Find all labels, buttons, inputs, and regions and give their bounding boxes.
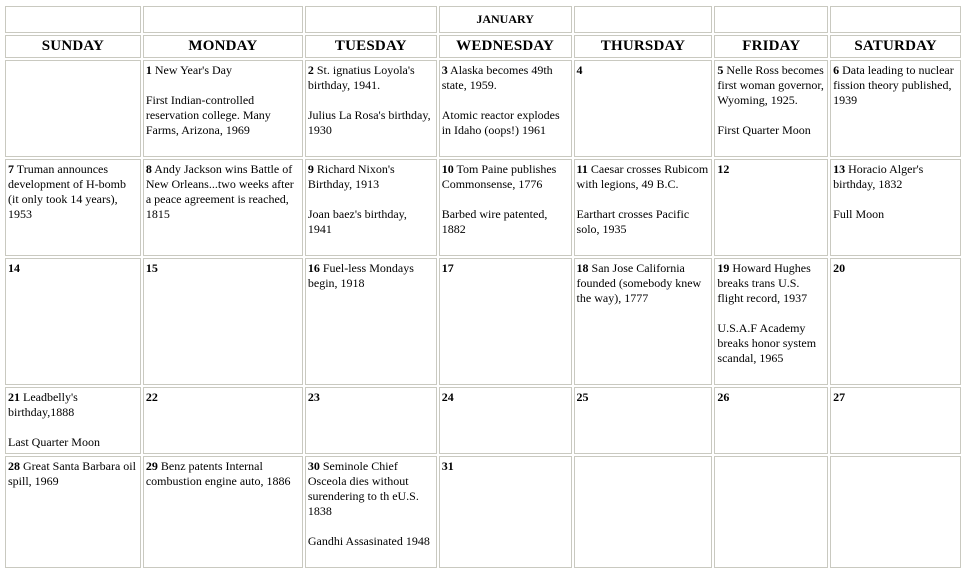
day-content (833, 390, 958, 405)
event-text: Richard Nixon's Birthday, 1913 (307, 162, 395, 191)
day-number: 14 (8, 261, 20, 275)
day-number: 9 (307, 162, 314, 176)
event-text: St. ignatius Loyola's birthday, 1941. (307, 63, 415, 92)
day-number: 27 (833, 390, 846, 404)
day-content (308, 459, 434, 549)
day-cell (574, 258, 713, 385)
day-cell (574, 456, 713, 568)
calendar-table (3, 4, 963, 570)
day-content (717, 261, 825, 366)
event-text: Full Moon (833, 207, 885, 221)
day-content (717, 390, 825, 405)
day-content (8, 459, 138, 489)
week-row (5, 258, 961, 385)
day-cell (830, 258, 961, 385)
day-number: 25 (576, 390, 589, 404)
day-number: 15 (145, 261, 158, 275)
event-text: Caesar crosses Rubicom with legions, 49 B.C. (576, 162, 709, 191)
day-cell (5, 60, 141, 157)
day-content (717, 63, 825, 138)
weekday-tuesday: TUESDAY (305, 35, 437, 58)
title-cell-empty (714, 6, 828, 33)
day-number: 22 (145, 390, 158, 404)
day-cell (143, 456, 303, 568)
event-text: Truman announces development of H-bomb (it only took 14 years), 1953 (8, 162, 126, 221)
event-line (442, 63, 569, 93)
event-text: Julius La Rosa's birthday, 1930 (307, 108, 431, 137)
day-content (308, 162, 434, 237)
day-number: 18 (576, 261, 589, 275)
day-cell (305, 60, 437, 157)
day-number: 11 (576, 162, 588, 176)
day-cell (714, 159, 828, 256)
event-text: Barbed wire patented, 1882 (441, 207, 548, 236)
title-cell-empty (305, 6, 437, 33)
day-cell (714, 387, 828, 454)
day-content (308, 261, 434, 291)
day-content (146, 63, 300, 138)
day-number: 23 (307, 390, 320, 404)
event-line (308, 390, 434, 405)
event-text: Seminole Chief Osceola dies without surendering to th eU.S. 1838 (307, 459, 419, 518)
day-number: 26 (717, 390, 730, 404)
day-number: 21 (8, 390, 20, 404)
weekday-header-row (5, 35, 961, 58)
week-row (5, 456, 961, 568)
week-row (5, 60, 961, 157)
day-content (442, 63, 569, 138)
event-line (577, 261, 710, 306)
day-number: 16 (307, 261, 320, 275)
day-content (308, 63, 434, 138)
day-number: 17 (441, 261, 454, 275)
event-text: U.S.A.F Academy breaks honor system scandal, 1965 (717, 321, 817, 365)
event-text: Tom Paine publishes Commonsense, 1776 (441, 162, 557, 191)
day-content (577, 63, 710, 78)
event-text: Great Santa Barbara oil spill, 1969 (8, 459, 136, 488)
event-text: Last Quarter Moon (8, 435, 100, 449)
event-text: San Jose California founded (somebody knew the way), 1777 (576, 261, 702, 305)
event-line (442, 162, 569, 192)
event-text: Horacio Alger's birthday, 1832 (833, 162, 924, 191)
day-cell (5, 159, 141, 256)
day-cell (830, 60, 961, 157)
day-content (577, 162, 710, 237)
event-line (577, 162, 710, 192)
event-text: First Quarter Moon (717, 123, 811, 137)
day-cell (305, 387, 437, 454)
day-cell (305, 159, 437, 256)
day-content (8, 162, 138, 222)
day-cell (574, 387, 713, 454)
day-number: 5 (717, 63, 724, 77)
day-cell (830, 456, 961, 568)
day-number: 10 (441, 162, 454, 176)
day-cell (5, 258, 141, 385)
day-cell (143, 60, 303, 157)
event-line (577, 63, 710, 78)
day-number: 7 (8, 162, 14, 176)
event-line (146, 390, 300, 405)
day-number: 13 (833, 162, 846, 176)
event-line (8, 261, 138, 276)
month-title: JANUARY (439, 6, 572, 33)
day-content (442, 261, 569, 276)
event-line (8, 390, 138, 420)
weekday-thursday: THURSDAY (574, 35, 713, 58)
event-line (833, 162, 958, 192)
day-content (833, 162, 958, 222)
day-cell (830, 159, 961, 256)
event-line (717, 162, 825, 177)
event-line (717, 261, 825, 306)
day-number: 28 (8, 459, 20, 473)
event-line (146, 459, 300, 489)
day-number: 12 (717, 162, 730, 176)
day-number: 3 (441, 63, 448, 77)
weekday-saturday: SATURDAY (830, 35, 961, 58)
title-cell-empty (143, 6, 303, 33)
event-line (833, 63, 958, 108)
day-number: 29 (145, 459, 158, 473)
week-row (5, 387, 961, 454)
event-line (833, 390, 958, 405)
day-cell (5, 387, 141, 454)
day-content (442, 390, 569, 405)
day-cell (439, 258, 572, 385)
day-cell (143, 258, 303, 385)
day-content (8, 390, 138, 450)
day-cell (439, 387, 572, 454)
day-number: 2 (307, 63, 314, 77)
event-line (146, 162, 300, 222)
event-text: Howard Hughes breaks trans U.S. flight record, 1937 (717, 261, 811, 305)
day-cell (714, 60, 828, 157)
event-text: Nelle Ross becomes first woman governor, Wyoming, 1925. (717, 63, 824, 107)
weekday-wednesday: WEDNESDAY (439, 35, 572, 58)
day-number: 8 (145, 162, 152, 176)
weekday-sunday: SUNDAY (5, 35, 141, 58)
event-line (308, 459, 434, 519)
event-line (8, 162, 138, 222)
day-content (442, 459, 569, 474)
event-line (8, 459, 138, 489)
weekday-friday: FRIDAY (714, 35, 828, 58)
event-text: Fuel-less Mondays begin, 1918 (307, 261, 414, 290)
day-content (146, 390, 300, 405)
day-cell (574, 60, 713, 157)
day-content (577, 261, 710, 306)
day-cell (439, 159, 572, 256)
day-cell (439, 60, 572, 157)
title-cell-empty (5, 6, 141, 33)
day-cell (439, 456, 572, 568)
event-line (146, 63, 300, 78)
event-line (442, 459, 569, 474)
day-number: 19 (717, 261, 730, 275)
day-content (833, 63, 958, 108)
event-text: Andy Jackson wins Battle of New Orleans...two weeks after a peace agreement is reached, 1815 (145, 162, 294, 221)
day-number: 4 (576, 63, 583, 77)
event-text: First Indian-controlled reservation college. Many Farms, Arizona, 1969 (145, 93, 271, 137)
day-cell (830, 387, 961, 454)
day-content (146, 162, 300, 222)
title-cell-empty (574, 6, 713, 33)
day-content (146, 261, 300, 276)
day-cell (305, 258, 437, 385)
day-number: 20 (833, 261, 846, 275)
event-text: Earthart crosses Pacific solo, 1935 (576, 207, 690, 236)
event-text: New Year's Day (154, 63, 233, 77)
event-text: Joan baez's birthday, 1941 (307, 207, 407, 236)
day-content (8, 261, 138, 276)
day-content (833, 261, 958, 276)
event-line (146, 261, 300, 276)
day-number: 31 (441, 459, 454, 473)
event-line (717, 390, 825, 405)
day-cell (143, 159, 303, 256)
day-cell (714, 258, 828, 385)
event-text: Data leading to nuclear fission theory published, 1939 (833, 63, 954, 107)
event-line (308, 261, 434, 291)
day-number: 1 (145, 63, 152, 77)
day-cell (714, 456, 828, 568)
day-content (146, 459, 300, 489)
day-number: 6 (833, 63, 840, 77)
event-line (442, 261, 569, 276)
event-line (717, 63, 825, 108)
day-cell (574, 159, 713, 256)
title-cell-empty (830, 6, 961, 33)
event-line (308, 162, 434, 192)
day-cell (5, 456, 141, 568)
day-content (577, 390, 710, 405)
day-number: 30 (307, 459, 320, 473)
day-cell (143, 387, 303, 454)
event-line (577, 390, 710, 405)
event-text: Leadbelly's birthday,1888 (8, 390, 78, 419)
event-text: Benz patents Internal combustion engine auto, 1886 (145, 459, 291, 488)
calendar-weeks (5, 60, 961, 568)
day-content (308, 390, 434, 405)
event-text: Gandhi Assasinated 1948 (307, 534, 430, 548)
day-content (717, 162, 825, 177)
event-text: Alaska becomes 49th state, 1959. (441, 63, 553, 92)
event-line (442, 390, 569, 405)
week-row (5, 159, 961, 256)
title-row (5, 6, 961, 33)
day-number: 24 (441, 390, 454, 404)
weekday-monday: MONDAY (143, 35, 303, 58)
event-text: Atomic reactor explodes in Idaho (oops!) 1961 (441, 108, 560, 137)
event-line (308, 63, 434, 93)
day-cell (305, 456, 437, 568)
event-line (833, 261, 958, 276)
day-content (442, 162, 569, 237)
